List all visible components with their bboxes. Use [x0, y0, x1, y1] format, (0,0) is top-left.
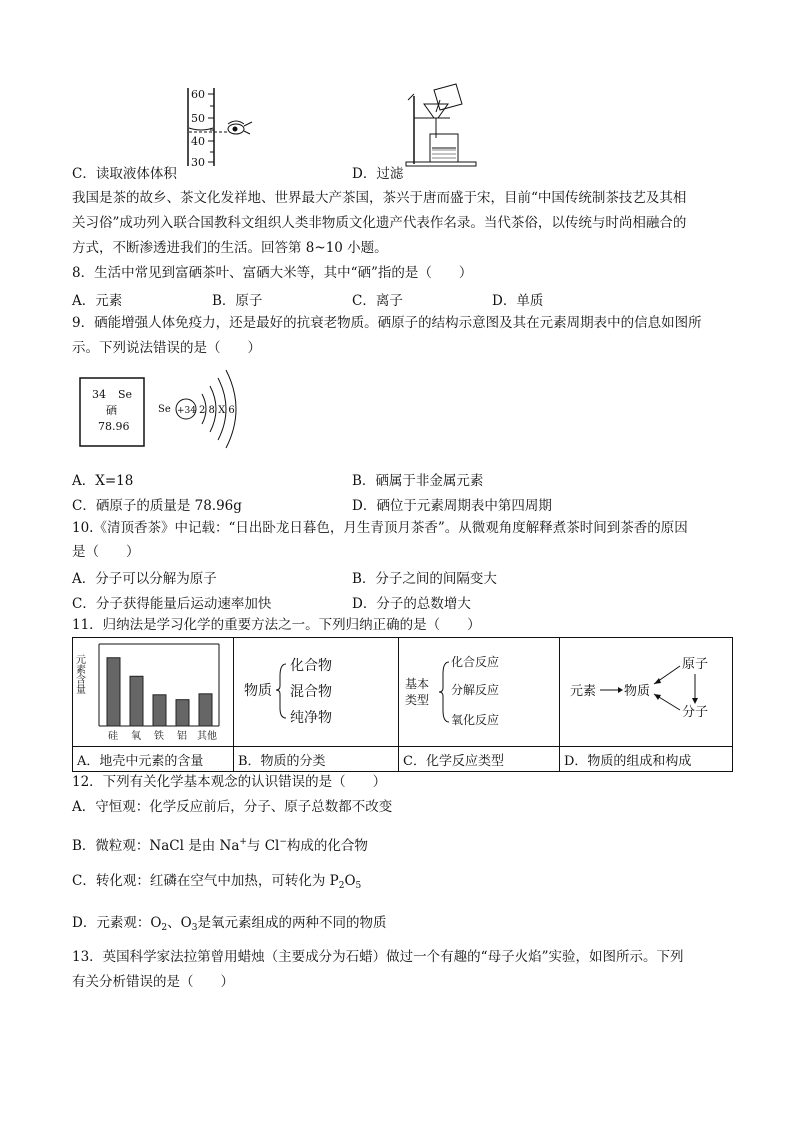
classification-item: 化合物	[290, 658, 332, 674]
q11-cell-d	[560, 638, 733, 747]
q9-option: B．硒属于非金属元素	[352, 473, 484, 489]
q11-cell-c	[399, 638, 560, 747]
subscript: 3	[191, 923, 198, 933]
q12-option-c	[72, 872, 361, 895]
bar-氧	[130, 676, 143, 726]
q10-option: A．分子可以分解为原子	[72, 571, 217, 587]
cylinder-tick: 50	[191, 112, 205, 125]
reaction-types	[399, 638, 559, 742]
q13-stem: 13．英国科学家法拉第曾用蜡烛（主要成分为石蜡）做过一个有趣的“母子火焰”实验，如图所示。下列	[72, 949, 684, 965]
q11-caption: B．物质的分类	[234, 747, 399, 772]
text-part: D．元素观：O	[72, 915, 162, 931]
q9-option: A．X=18	[72, 473, 134, 489]
q10-option: B．分子之间的间隔变大	[352, 571, 497, 587]
text-part: 构成的化合物	[286, 838, 368, 854]
bar-硅	[107, 658, 120, 726]
q9-stem: 示。下列说法错误的是（ ）	[72, 340, 261, 356]
q9-option: C．硒原子的质量是 78.96g	[72, 498, 242, 514]
reaction-label: 基本	[405, 677, 430, 691]
nucleus-charge: +34	[177, 406, 196, 416]
filtration-figure	[400, 78, 480, 168]
cylinder-tick: 40	[191, 135, 205, 148]
q10-stem: 10.《清顶香茶》中记载：“日出卧龙日暮色，月生青顶月茶香”。从微观角度解释煮茶时间到茶香的原因	[72, 520, 688, 536]
q11-stem: 11．归纳法是学习化学的重要方法之一。下列归纳正确的是（ ）	[72, 617, 481, 633]
reaction-item: 化合反应	[451, 655, 500, 669]
superscript: −	[279, 837, 287, 847]
composition-diagram	[560, 638, 732, 742]
q8-option: A．元素	[72, 293, 123, 309]
category-label: 其他	[197, 731, 217, 742]
q11-cell-a	[73, 638, 234, 747]
chart-ylabel: 元素含量	[73, 654, 85, 694]
q11-caption: A．地壳中元素的含量	[73, 747, 234, 772]
classification-item: 纯净物	[290, 710, 332, 726]
node-element: 元素	[570, 684, 597, 699]
q11-caption: D．物质的组成和构成	[560, 747, 733, 772]
electron-shells: 2 8 X 6	[199, 405, 235, 416]
selenium-figure	[72, 364, 262, 454]
q12-option-a: A．守恒观：化学反应前后，分子、原子总数都不改变	[72, 799, 393, 815]
classification-item: 混合物	[290, 684, 332, 700]
q8-option: C．离子	[352, 293, 403, 309]
reaction-item: 分解反应	[451, 683, 500, 697]
bar-其他	[199, 694, 212, 726]
q10-option: D．分子的总数增大	[352, 596, 471, 612]
q11-table	[72, 637, 733, 772]
substance-classification	[234, 638, 398, 742]
text-part: 与 Cl	[246, 838, 280, 854]
passage-line: 关习俗”成功列入联合国教科文组织人类非物质文化遗产代表作名录。当代茶俗，以传统与时尚相融合的	[72, 215, 687, 231]
superscript: +	[239, 837, 247, 847]
classification-root: 物质	[244, 683, 272, 699]
cylinder-tick: 60	[191, 88, 205, 101]
element-symbol: Se	[118, 388, 133, 401]
node-molecule: 分子	[682, 705, 709, 720]
crust-element-chart	[73, 638, 233, 742]
text-part: B．微粒观：NaCl 是由 Na	[72, 838, 240, 854]
q9-option: D．硒位于元素周期表中第四周期	[352, 498, 552, 514]
reaction-item: 氧化反应	[451, 713, 500, 727]
bar-铁	[153, 695, 166, 726]
q9-stem: 9．硒能增强人体免疫力，还是最好的抗衰老物质。硒原子的结构示意图及其在元素周期表中的信息如图所	[72, 315, 702, 331]
q12-option-d	[72, 914, 386, 937]
q11-caption: C．化学反应类型	[399, 747, 560, 772]
category-label: 铁	[154, 731, 164, 742]
text-part: O	[344, 873, 356, 889]
subscript: 5	[355, 881, 362, 891]
q11-cell-b	[234, 638, 399, 747]
atomic-mass: 78.96	[98, 420, 130, 433]
q8-option: D．单质	[492, 293, 544, 309]
passage-line: 我国是茶的故乡、茶文化发祥地、世界最大产茶国，茶兴于唐而盛于宋，目前“中国传统制茶技艺及其相	[72, 190, 687, 206]
category-label: 硅	[108, 731, 118, 742]
bar-铝	[176, 700, 189, 726]
category-label: 氧	[131, 731, 141, 742]
category-label: 铝	[177, 731, 187, 742]
cylinder-tick: 30	[191, 156, 205, 168]
text-part: 、O	[167, 915, 192, 931]
q7-option-c: C．读取液体体积	[72, 166, 177, 182]
reaction-label: 类型	[405, 693, 430, 707]
q7-option-d: D．过滤	[352, 166, 404, 182]
subscript: 2	[161, 923, 168, 933]
text-part: C．转化观：红磷在空气中加热，可转化为 P	[72, 873, 339, 889]
node-substance: 物质	[624, 684, 651, 699]
subscript: 2	[338, 881, 345, 891]
q12-stem: 12．下列有关化学基本观念的认识错误的是（ ）	[72, 774, 387, 790]
q10-stem: 是（ ）	[72, 544, 140, 560]
text-part: 是氧元素组成的两种不同的物质	[197, 915, 387, 931]
atomic-number: 34	[92, 388, 106, 401]
node-atom: 原子	[682, 657, 709, 672]
diagram-symbol: Se	[158, 404, 171, 415]
q8-option: B．原子	[212, 293, 263, 309]
q10-option: C．分子获得能量后运动速率加快	[72, 596, 272, 612]
q8-stem: 8．生活中常见到富硒茶叶、富硒大米等，其中“硒”指的是（ ）	[72, 265, 473, 281]
passage-line: 方式，不断渗透进我们的生活。回答第 8~10 小题。	[72, 240, 388, 256]
q12-option-b	[72, 833, 368, 855]
element-name: 硒	[106, 404, 117, 417]
graduated-cylinder-figure	[178, 84, 268, 168]
q13-stem: 有关分析错误的是（ ）	[72, 974, 234, 990]
